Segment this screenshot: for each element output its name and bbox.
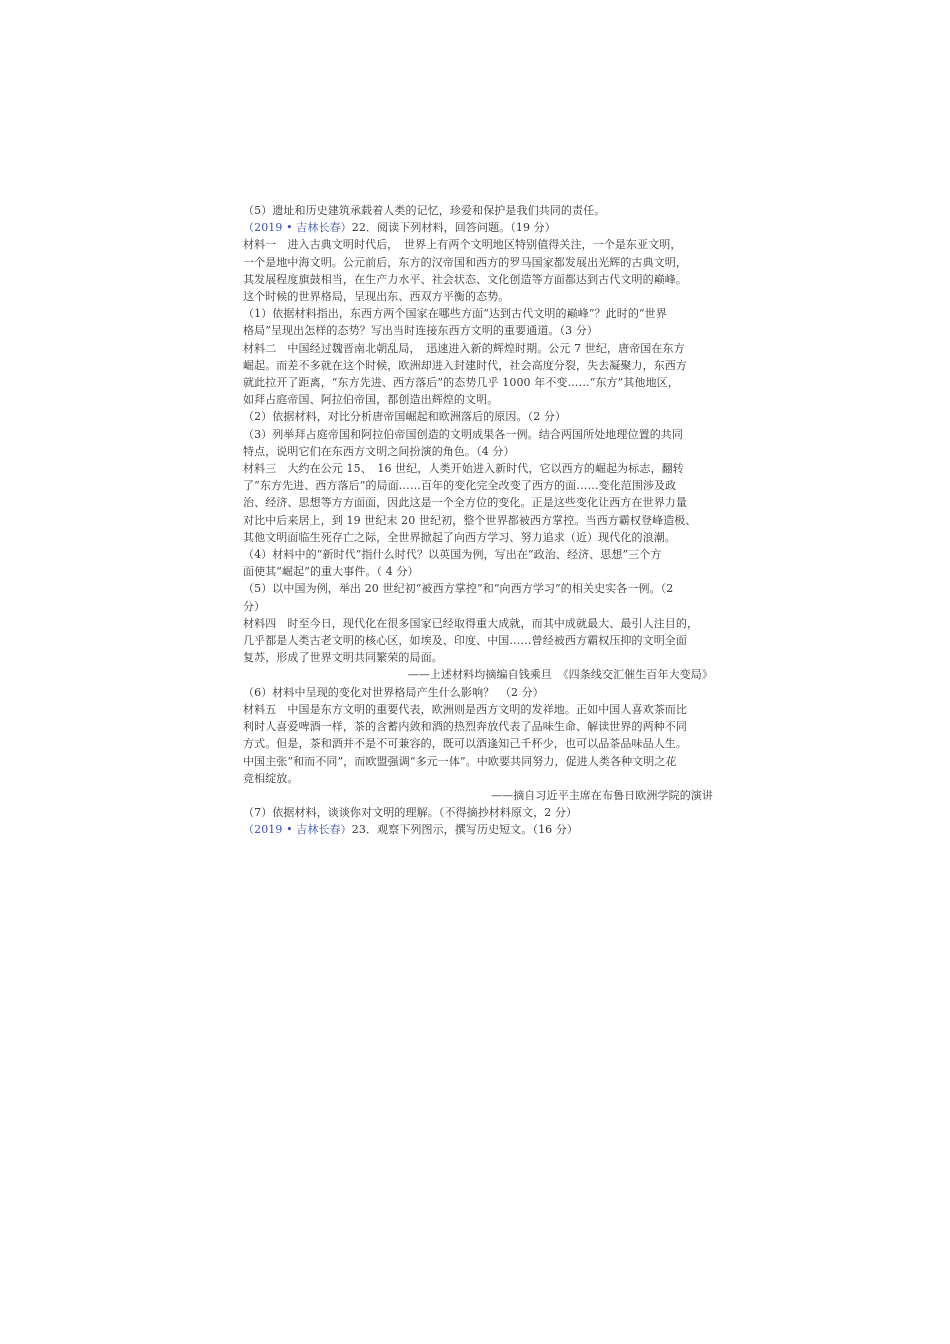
text-line: 对比中后来居上，到 19 世纪末 20 世纪初，整个世界都被西方掌控。当西方霸权登峰造极、 <box>243 513 697 527</box>
text-line: 材料五 中国是东方文明的重要代表，欧洲则是西方文明的发祥地。正如中国人喜欢茶而比 <box>243 702 687 716</box>
text-line: 中国主张“和而不同”，而欧盟强调“多元一体”。中欧要共同努力，促进人类各种文明之花 <box>243 754 677 768</box>
text-line: 面使其“崛起”的重大事件。（ 4 分） <box>243 565 419 579</box>
text-line: 竞相绽放。 <box>243 771 299 785</box>
text-line: 就此拉开了距离，“东方先进、西方落后”的态势几乎 1000 年不变……“东方”其他地区， <box>243 376 679 390</box>
text-line: 材料四 时至今日，现代化在很多国家已经取得重大成就，而其中成就最大、最引人注目的， <box>243 616 699 630</box>
text-line: （5）遗址和历史建筑承载着人类的记忆，珍爱和保护是我们共同的责任。 <box>243 204 606 217</box>
text-line: 治、经济、思想等方方面面，因此这是一个全方位的变化。正是这些变化让西方在世界力量 <box>243 496 687 510</box>
citation: ——摘自习近平主席在布鲁日欧洲学院的演讲 <box>491 788 713 802</box>
text-line: 其他文明面临生死存亡之际，全世界掀起了向西方学习、努力追求（近）现代化的浪潮。 <box>243 530 676 544</box>
text-line: 特点，说明它们在东西方文明之间扮演的角色。（4 分） <box>243 444 515 458</box>
text-line: 了“东方先进、西方落后”的局面……百年的变化完全改变了西方的面……变化范围涉及政 <box>243 479 677 493</box>
text-line: （2）依据材料，对比分析唐帝国崛起和欧洲落后的原因。（2 分） <box>243 410 567 424</box>
text-line: （3）列举拜占庭帝国和阿拉伯帝国创造的文明成果各一例。结合两国所处地理位置的共同 <box>243 427 683 441</box>
source-tag: （2019 • 吉林长春） <box>243 823 352 837</box>
text-line: （4）材料中的“新时代”指什么时代？以英国为例，写出在“政治、经济、思想”三个方 <box>243 548 662 562</box>
text-line: 一个是地中海文明。公元前后，东方的汉帝国和西方的罗马国家都发展出光辉的古典文明， <box>243 255 687 269</box>
text-line: 其发展程度旗鼓相当，在生产力水平、社会状态、文化创造等方面都达到古代文明的巅峰。 <box>243 272 687 286</box>
text-line: 材料三 大约在公元 15、 16 世纪，人类开始进入新时代，它以西方的崛起为标志，翻转 <box>243 462 684 476</box>
question-header: （2019 • 吉林长春）22．阅读下列材料，回答问题。（19 分） <box>243 221 556 235</box>
text-line: 复苏，形成了世界文明共同繁荣的局面。 <box>243 651 443 665</box>
text-line: 分） <box>243 599 266 613</box>
text-line: （1）依据材料指出，东西方两个国家在哪些方面“达到古代文明的巅峰”？此时的“世界 <box>243 307 667 321</box>
text-line: 格局”呈现出怎样的态势？写出当时连接东西方文明的重要通道。（3 分） <box>243 324 599 338</box>
text-line: 崛起。而差不多就在这个时候，欧洲却进入封建时代，社会高度分裂，失去凝聚力，东西方 <box>243 358 687 372</box>
text-line: 利时人喜爱啤酒一样，茶的含蓄内敛和酒的热烈奔放代表了品味生命、解读世界的两种不同 <box>243 720 687 734</box>
text-line: （5）以中国为例，举出 20 世纪初“被西方掌控”和“向西方学习”的相关史实各一例。（2 <box>243 582 674 596</box>
source-tag: （2019 • 吉林长春） <box>243 221 352 235</box>
text-line: 材料二 中国经过魏晋南北朝乱局， 迅速进入新的辉煌时期。公元 7 世纪，唐帝国在东方 <box>243 341 685 355</box>
question-header: （2019 • 吉林长春）23．观察下列图示，撰写历史短文。（16 分） <box>243 823 579 837</box>
text-line: 材料一 进入古典文明时代后， 世界上有两个文明地区特别值得关注，一个是东亚文明， <box>243 238 682 252</box>
text-line: 如拜占庭帝国、阿拉伯帝国，都创造出辉煌的文明。 <box>243 393 499 407</box>
text-line: 几乎都是人类古老文明的核心区，如埃及、印度、中国……曾经被西方霸权压抑的文明全面 <box>243 634 687 648</box>
text-line: 方式。但是，茶和酒并不是不可兼容的，既可以酒逢知己千杯少，也可以品茶品味品人生。 <box>243 737 687 751</box>
text-line: （6）材料中呈现的变化对世界格局产生什么影响？ （2 分） <box>243 685 544 699</box>
text-line: 这个时候的世界格局，呈现出东、西双方平衡的态势。 <box>243 290 510 304</box>
text-line: （7）依据材料，谈谈你对文明的理解。（不得摘抄材料原文，2 分） <box>243 806 578 820</box>
citation: ——上述材料均摘编自钱乘旦 《四条线交汇催生百年大变局》 <box>407 668 713 682</box>
question-text <box>243 202 713 839</box>
